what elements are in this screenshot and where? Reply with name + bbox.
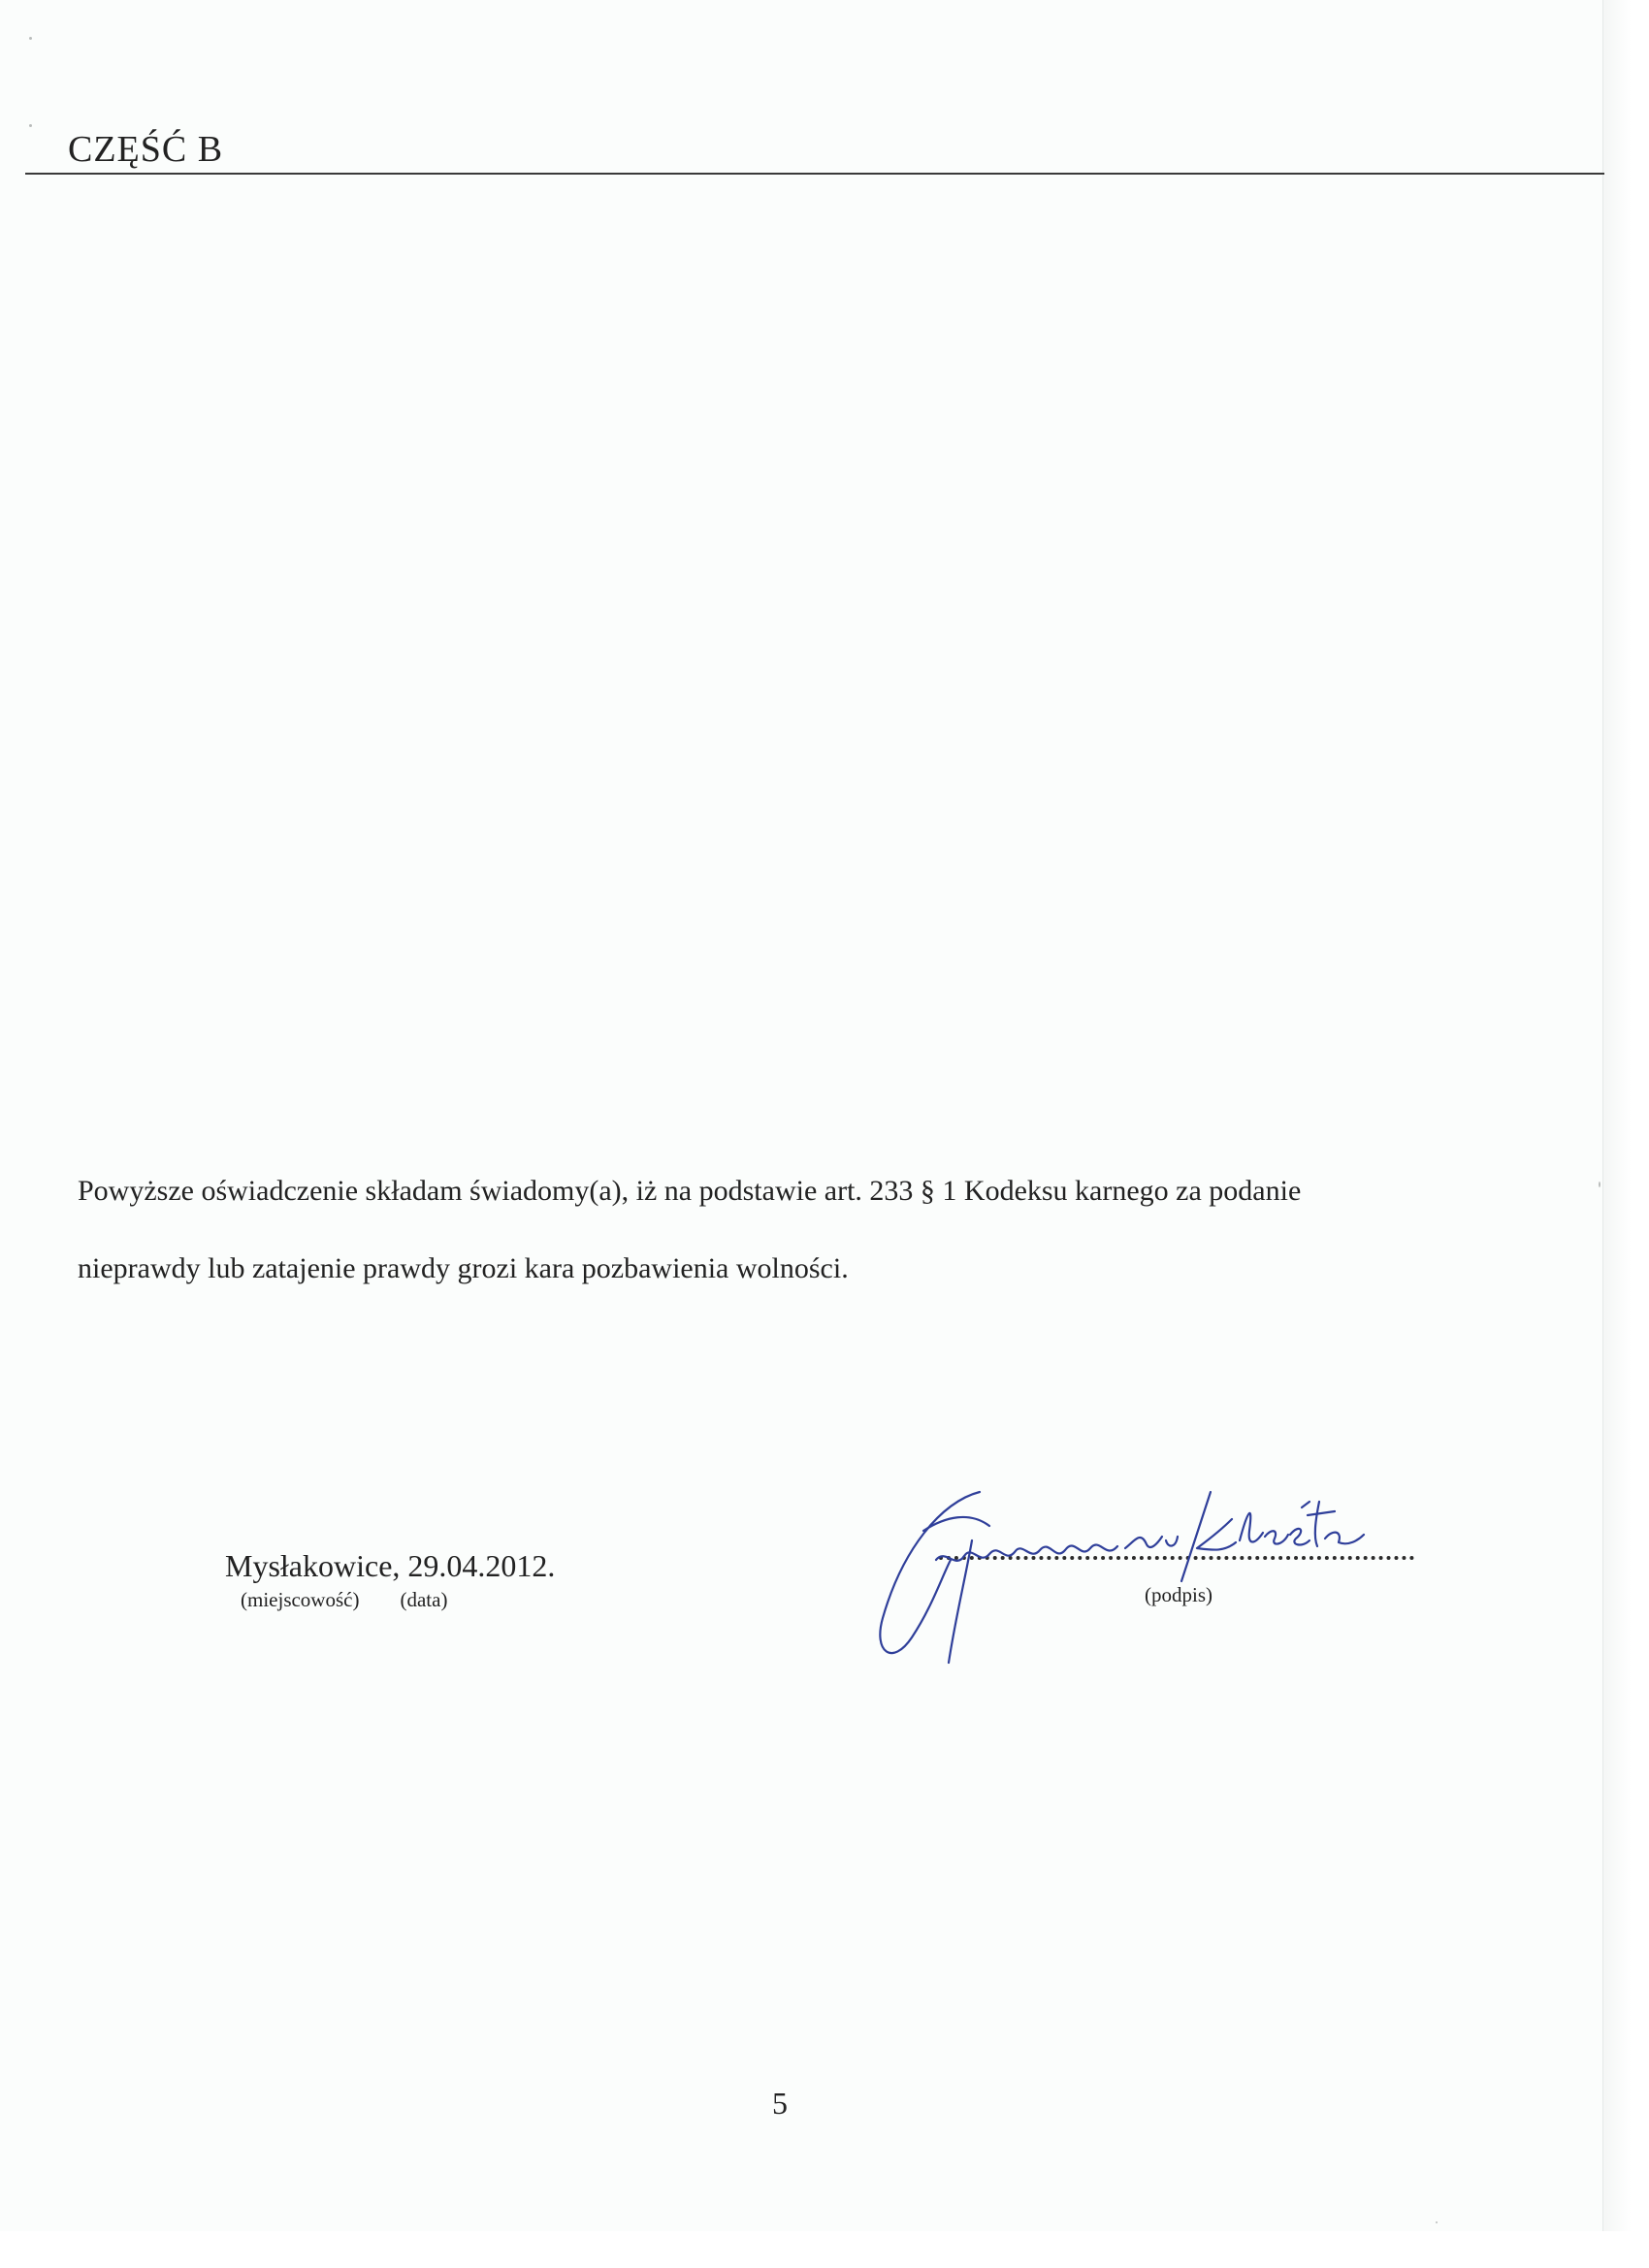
- declaration-line: Powyższe oświadczenie składam świadomy(a), iż na podstawie art. 233 § 1 Kodeksu karnego za podanie: [78, 1175, 1302, 1207]
- header-rule: [25, 173, 1604, 175]
- scan-edge: [1602, 0, 1649, 2268]
- page-number: 5: [772, 2086, 788, 2121]
- place-caption: (miejscowość): [241, 1588, 360, 1611]
- place-date-caption: [241, 1588, 447, 1612]
- scan-speck: [29, 37, 32, 40]
- scan-bottom-band: [0, 2231, 1649, 2268]
- handwritten-signature: [863, 1473, 1406, 1676]
- scan-speck: [29, 124, 32, 127]
- declaration-line: nieprawdy lub zatajenie prawdy grozi kara pozbawienia wolności.: [78, 1252, 849, 1284]
- scan-speck: [1599, 1182, 1600, 1187]
- place-date: Mysłakowice, 29.04.2012.: [225, 1548, 556, 1583]
- declaration-paragraph: [78, 1152, 1513, 1308]
- scan-speck: [1436, 2221, 1438, 2223]
- signature-caption: (podpis): [1145, 1583, 1212, 1606]
- date-caption: (data): [400, 1588, 448, 1611]
- section-title: CZĘŚĆ B: [68, 129, 224, 170]
